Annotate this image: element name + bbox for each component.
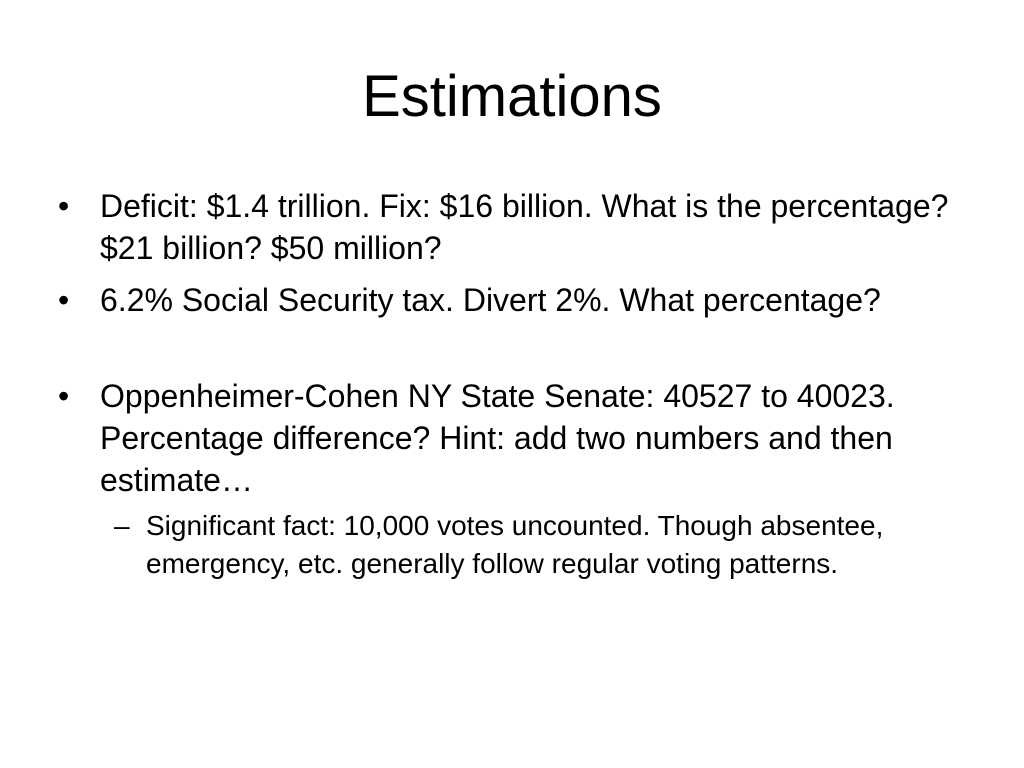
sub-bullet-list [100, 507, 978, 583]
bullet-text: Deficit: $1.4 trillion. Fix: $16 billion. What is the percentage? $21 billion? $50 million? [100, 188, 949, 266]
bullet-item-senate [58, 375, 978, 583]
bullet-list [58, 185, 978, 593]
bullet-marker: • [58, 378, 70, 414]
bullet-marker: • [58, 282, 70, 318]
slide-title: Estimations [362, 64, 662, 129]
bullet-marker: • [58, 188, 70, 224]
bullet-text: Oppenheimer-Cohen NY State Senate: 40527 to 40023. Percentage difference? Hint: add two numbers and then estimate… [100, 378, 895, 498]
bullet-spacer [58, 331, 978, 375]
sub-bullet-marker: – [114, 510, 130, 541]
bullet-item-social-security [58, 279, 978, 321]
sub-bullet-item-votes [100, 507, 978, 583]
bullet-text: 6.2% Social Security tax. Divert 2%. What percentage? [100, 282, 881, 318]
sub-bullet-text: Significant fact: 10,000 votes uncounted. Though absentee, emergency, etc. generally follow regular voting patterns. [146, 510, 884, 579]
bullet-item-deficit [58, 185, 978, 269]
